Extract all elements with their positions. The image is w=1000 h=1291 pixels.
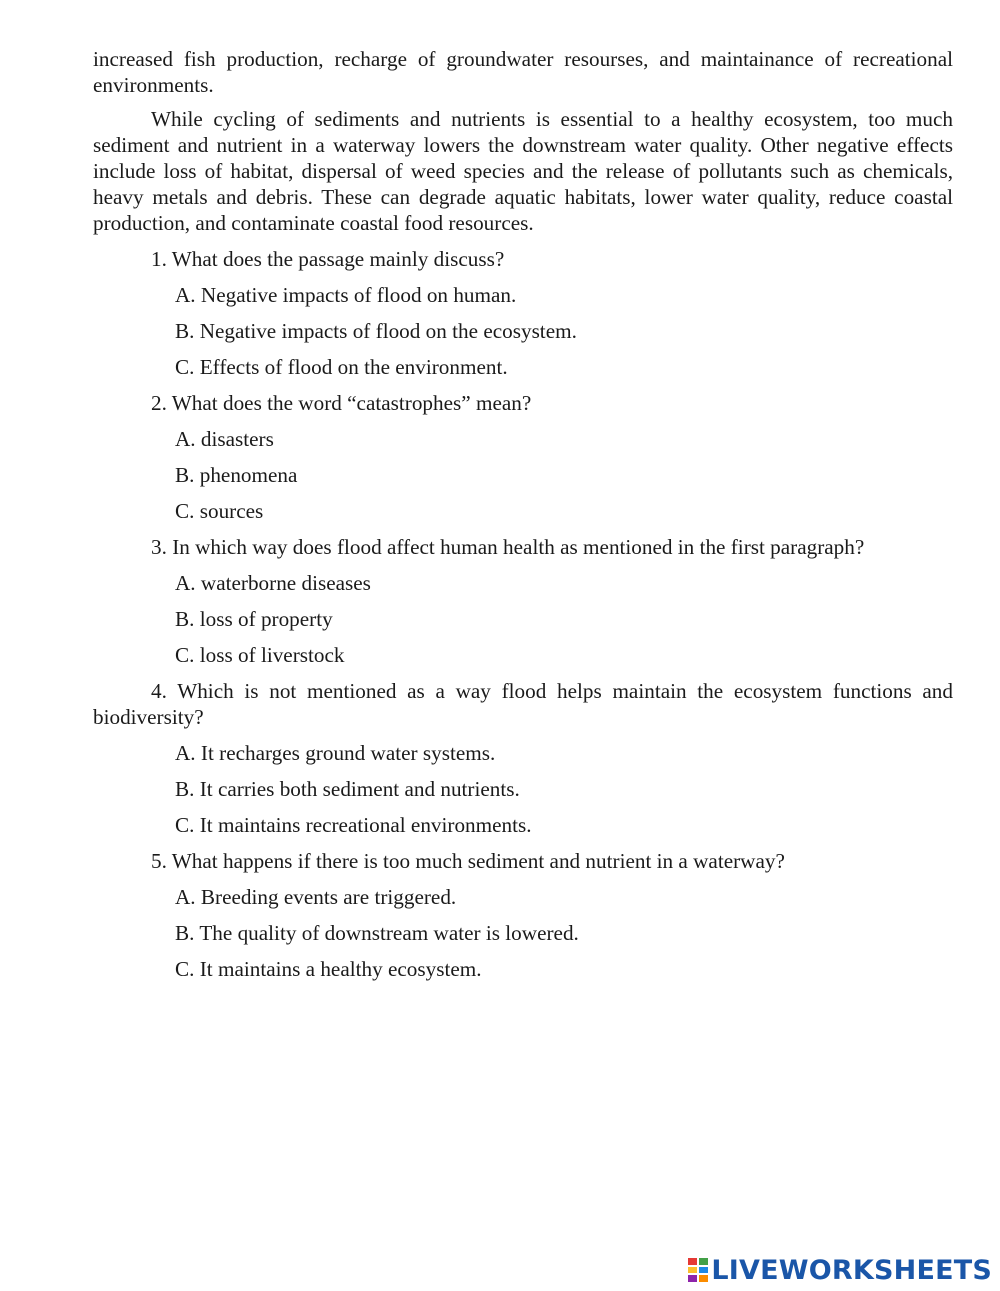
answer-option[interactable]: C. Effects of flood on the environment. <box>175 355 508 379</box>
logo-block <box>687 1257 698 1266</box>
question-stem: 1. What does the passage mainly discuss? <box>151 247 505 271</box>
passage-paragraph-1: increased fish production, recharge of groundwater resourses, and maintainance of recreational environments. <box>93 47 953 97</box>
question-3 <box>93 534 953 668</box>
worksheet-page <box>93 46 953 982</box>
liveworksheets-logo-icon <box>687 1257 709 1283</box>
answer-option[interactable]: C. It maintains a healthy ecosystem. <box>175 957 482 981</box>
answer-option[interactable]: A. It recharges ground water systems. <box>175 741 496 765</box>
answer-option[interactable]: B. Negative impacts of flood on the ecosystem. <box>175 319 577 343</box>
passage-paragraph-2: While cycling of sediments and nutrients is essential to a healthy ecosystem, too much sediment and nutrient in a waterway lowers the downstream water quality. Other negative effects include loss of habitat, dispersal of weed species and the release of pollutants such as chemicals, heavy metals and debris. These can degrade aquatic habitats, lower water quality, reduce coastal production, and contaminate coastal food resources. <box>93 107 953 235</box>
question-1 <box>93 246 953 380</box>
question-2 <box>93 390 953 524</box>
logo-block <box>687 1274 698 1283</box>
answer-option[interactable]: B. phenomena <box>175 463 298 487</box>
question-stem: 5. What happens if there is too much sediment and nutrient in a waterway? <box>151 849 785 873</box>
answer-option[interactable]: A. waterborne diseases <box>175 571 371 595</box>
answer-option[interactable]: B. loss of property <box>175 607 333 631</box>
answer-option[interactable]: A. Breeding events are triggered. <box>175 885 457 909</box>
question-stem: 2. What does the word “catastrophes” mean? <box>151 391 532 415</box>
answer-option[interactable]: C. sources <box>175 499 264 523</box>
logo-text: LIVEWORKSHEETS <box>711 1254 992 1286</box>
question-stem: 4. Which is not mentioned as a way flood helps maintain the ecosystem functions and biodiversity? <box>93 679 953 729</box>
logo-block <box>698 1266 709 1274</box>
question-stem: 3. In which way does flood affect human health as mentioned in the first paragraph? <box>151 535 865 559</box>
answer-option[interactable]: C. loss of liverstock <box>175 643 345 667</box>
logo-block <box>687 1266 698 1274</box>
logo-block <box>698 1274 709 1283</box>
answer-option[interactable]: B. The quality of downstream water is lowered. <box>175 921 579 945</box>
question-4 <box>93 678 953 838</box>
answer-option[interactable]: B. It carries both sediment and nutrients. <box>175 777 520 801</box>
question-5 <box>93 848 953 982</box>
answer-option[interactable]: A. disasters <box>175 427 274 451</box>
answer-option[interactable]: C. It maintains recreational environments. <box>175 813 532 837</box>
liveworksheets-logo <box>687 1253 992 1287</box>
logo-block <box>698 1257 709 1266</box>
answer-option[interactable]: A. Negative impacts of flood on human. <box>175 283 517 307</box>
